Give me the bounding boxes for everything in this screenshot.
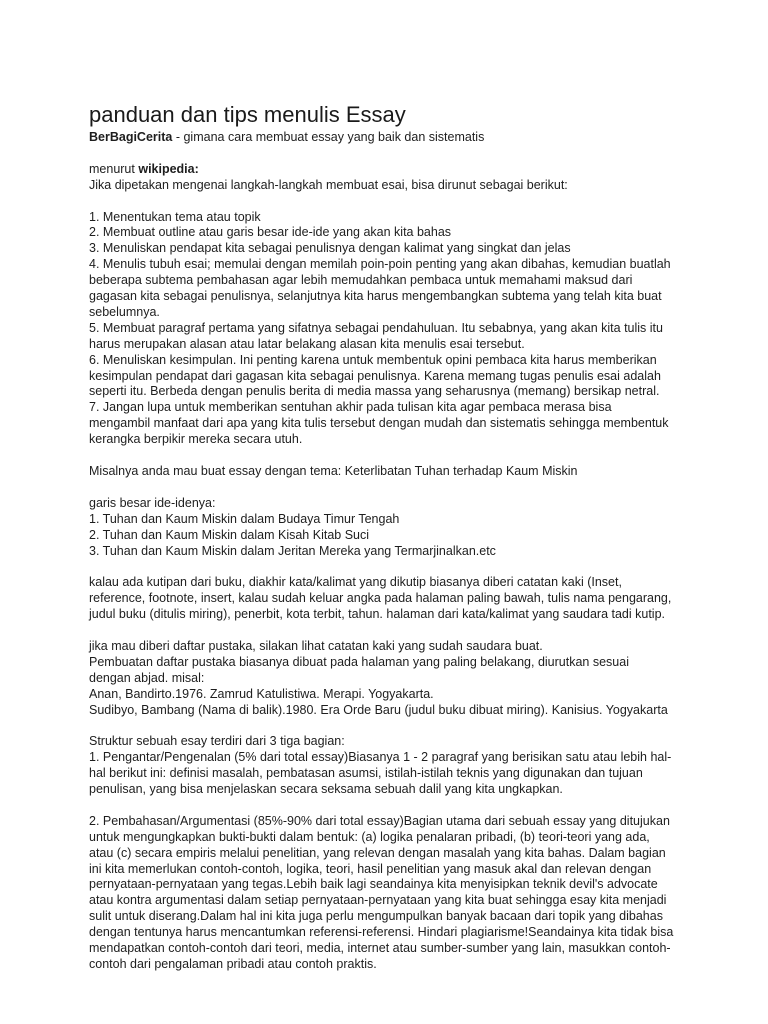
steps-line: 6. Menuliskan kesimpulan. Ini penting karena untuk membentuk opini pembaca kita harus memberikan <box>89 352 657 367</box>
outline-line: garis besar ide-idenya: <box>89 495 216 510</box>
steps-line: beberapa subtema pembahasan agar lebih memudahkan pembaca untuk memahami maksud dari <box>89 273 633 288</box>
structure-line: Struktur sebuah esay terdiri dari 3 tiga bagian: <box>89 734 345 749</box>
spacer <box>89 480 689 496</box>
steps-line: seperti itu. Berbeda dengan penulis berita di media massa yang seharusnya (memang) bersikap netral. <box>89 384 660 399</box>
discussion-line: dengan tentunya harus mencantumkan referensi-referensi. Hindari plagiarisme!Seandainya kita tidak bisa <box>89 925 674 940</box>
discussion-line: mendapatkan contoh-contoh dari teori, media, internet atau sumber-sumber yang lain, masukkan contoh- <box>89 941 671 956</box>
outline-line: 2. Tuhan dan Kaum Miskin dalam Kisah Kitab Suci <box>89 527 370 542</box>
steps-line: kerangka berpikir mereka secara utuh. <box>89 432 303 447</box>
bibliography-line: dengan abjad. misal: <box>89 670 205 685</box>
steps-line: harus merupakan alasan atau latar belakang alasan kita menulis esai tersebut. <box>89 336 525 351</box>
steps-line: 2. Membuat outline atau garis besar ide-ide yang akan kita bahas <box>89 225 452 240</box>
steps-line: 5. Membuat paragraf pertama yang sifatnya sebagai pendahuluan. Itu sebabnya, yang akan kita tulis itu <box>89 320 663 335</box>
discussion-line: 2. Pembahasan/Argumentasi (85%-90% dari total essay)Bagian utama dari sebuah essay yang ditujukan <box>89 813 670 828</box>
discussion-paragraph <box>89 814 689 973</box>
steps-line: sebelumnya. <box>89 304 160 319</box>
steps-line: 7. Jangan lupa untuk memberikan sentuhan akhir pada tulisan kita agar pembaca merasa bisa <box>89 400 612 415</box>
bibliography-line: Sudibyo, Bambang (Nama di balik).1980. Era Orde Baru (judul buku dibuat miring). Kanisius. Yogyakarta <box>89 702 668 717</box>
steps-line: gagasan kita sebagai penulisnya, selanjutnya kita harus mengembangkan subtema yang telah kita buat <box>89 289 662 304</box>
outline-line: 1. Tuhan dan Kaum Miskin dalam Budaya Timur Tengah <box>89 511 400 526</box>
structure-line: penulisan, yang bisa menjelaskan secara seksama sebuah dalil yang kita ungkapkan. <box>89 782 563 797</box>
steps-line: 4. Menulis tubuh esai; memulai dengan memilah poin-poin penting yang akan dibahas, kemudian buatlah <box>89 257 671 272</box>
spacer <box>89 146 689 162</box>
spacer <box>89 194 689 210</box>
bibliography-line: Pembuatan daftar pustaka biasanya dibuat pada halaman yang paling belakang, diurutkan sesuai <box>89 654 629 669</box>
discussion-line: atau kontra argumentasi dalam setiap pernyataan-pernyataan yang kita buat sehingga esay kita menjadi <box>89 893 667 908</box>
discussion-line: sulit untuk diserang.Dalam hal ini kita juga perlu mengumpulkan banyak bacaan dari topik yang dibahas <box>89 909 663 924</box>
byline-author: BerBagiCerita <box>89 130 173 144</box>
source-prefix: menurut <box>89 161 139 176</box>
steps-line: mengambil manfaat dari apa yang kita tulis tersebut dengan mudah dan sistematis sehingga membentuk <box>89 416 669 431</box>
structure-line: 1. Pengantar/Pengenalan (5% dari total essay)Biasanya 1 - 2 paragraf yang berisikan satu atau lebih hal- <box>89 750 672 765</box>
document-page <box>89 102 689 973</box>
citation-paragraph <box>89 575 689 623</box>
discussion-line: atau (c) secara empiris melalui penelitian, yang relevan dengan masalah yang kita bahas. Dalam bagian <box>89 845 666 860</box>
citation-line: kalau ada kutipan dari buku, diakhir kata/kalimat yang dikutip biasanya diberi catatan kaki (Inset, <box>89 575 622 590</box>
steps-list <box>89 210 689 449</box>
discussion-line: ini kita memerlukan contoh-contoh, logika, teori, hasil penelitian yang masuk akal dan relevan dengan <box>89 861 652 876</box>
discussion-line: untuk mengungkapkan bukti-bukti dalam bentuk: (a) logika penalaran pribadi, (b) teori-teori yang ada, <box>89 829 650 844</box>
outline-list <box>89 496 689 560</box>
steps-line: 3. Menuliskan pendapat kita sebagai penulisnya dengan kalimat yang singkat dan jelas <box>89 241 571 256</box>
source-name: wikipedia: <box>138 161 199 176</box>
spacer <box>89 559 689 575</box>
citation-line: reference, footnote, insert, kalau sudah keluar angka pada halaman paling bawah, tulis nama pengarang, <box>89 591 672 606</box>
steps-line: 1. Menentukan tema atau topik <box>89 209 261 224</box>
structure-line: hal berikut ini: definisi masalah, pembatasan asumsi, istilah-istilah teknis yang digunakan dan tujuan <box>89 766 643 781</box>
source-line <box>89 162 689 178</box>
structure-paragraph <box>89 734 689 798</box>
discussion-line: pernyataan-pernyataan yang tegas.Lebih baik lagi seandainya kita menyisipkan teknik devil's advocate <box>89 877 658 892</box>
spacer <box>89 798 689 814</box>
outline-line: 3. Tuhan dan Kaum Miskin dalam Jeritan Mereka yang Termarjinalkan.etc <box>89 543 496 558</box>
bibliography-line: jika mau diberi daftar pustaka, silakan lihat catatan kaki yang sudah saudara buat. <box>89 638 543 653</box>
example-theme: Misalnya anda mau buat essay dengan tema: Keterlibatan Tuhan terhadap Kaum Miskin <box>89 463 578 478</box>
page-title: panduan dan tips menulis Essay <box>89 102 406 127</box>
discussion-line: contoh dari pengalaman pribadi atau contoh praktis. <box>89 957 377 971</box>
spacer <box>89 623 689 639</box>
byline <box>89 130 689 146</box>
intro-text: Jika dipetakan mengenai langkah-langkah membuat esai, bisa dirunut sebagai berikut: <box>89 177 568 192</box>
bibliography-paragraph <box>89 639 689 719</box>
citation-line: judul buku (ditulis miring), penerbit, kota terbit, tahun. halaman dari kata/kalimat yang saudara tadi kutip. <box>89 607 666 622</box>
spacer <box>89 718 689 734</box>
byline-text: - gimana cara membuat essay yang baik dan sistematis <box>172 130 485 144</box>
spacer <box>89 448 689 464</box>
steps-line: kesimpulan pendapat dari gagasan kita sebagai penulisnya. Karena memang tugas penulis esai adalah <box>89 368 661 383</box>
bibliography-line: Anan, Bandirto.1976. Zamrud Katulistiwa. Merapi. Yogyakarta. <box>89 686 434 701</box>
